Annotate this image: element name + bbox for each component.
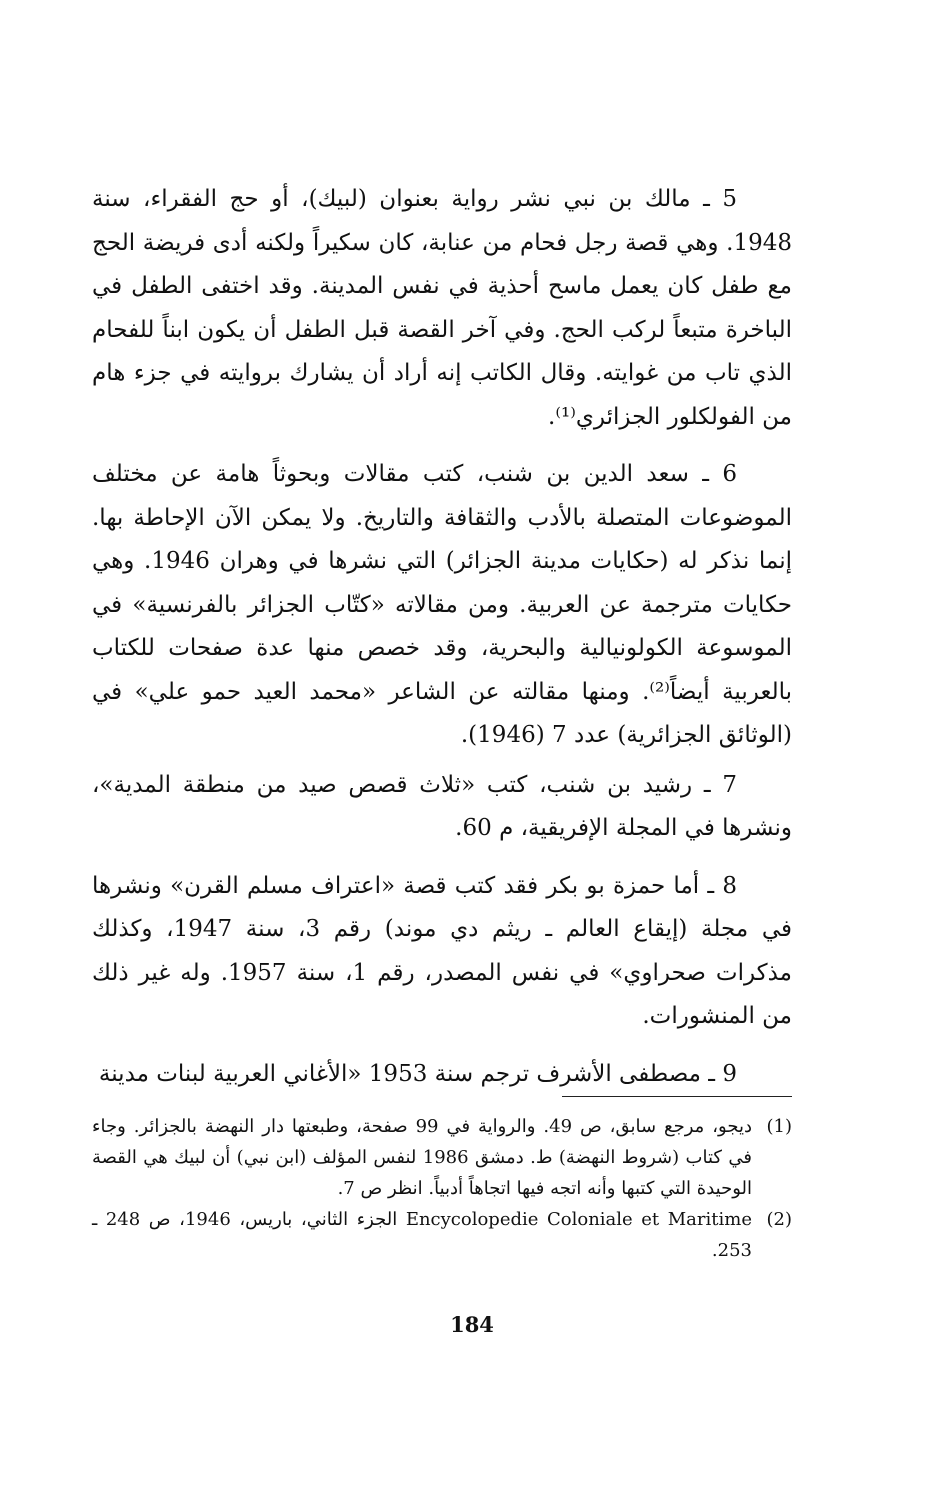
footnote-latin-title: Encycolopedie Coloniale et Maritime xyxy=(405,1209,752,1230)
page-number: 184 xyxy=(450,1312,494,1337)
footnote-text: ديجو، مرجع سابق، ص 49. والرواية في 99 صفحة، وطبعتها دار النهضة بالجزائر. وجاء في كتاب (شروط النهضة) ط. دمشق 1986 لنفس المؤلف (ابن نبي) أن لبيك هي القصة الوحيدة التي كتبها وأنه اتجه فيها اتجاهاً أدبياً. انظر ص 7. xyxy=(92,1116,752,1199)
paragraph-8: 8 ـ أما حمزة بو بكر فقد كتب قصة «اعتراف مسلم القرن» ونشرها في مجلة (إيقاع العالم ـ ريثم دي موند) رقم 3، سنة 1947، وكذلك مذكرات صحراوي» في نفس المصدر، رقم 1، سنة 1957. وله غير ذلك من المنشورات. xyxy=(92,872,793,1029)
paragraph-6: 6 ـ سعد الدين بن شنب، كتب مقالات وبحوثاً هامة عن مختلف الموضوعات المتصلة بالأدب والثقافة والتاريخ. ولا يمكن الآن الإحاطة بها. إنما نذكر له (حكايات مدينة الجزائر) التي نشرها في وهران 1946. وهي حكايات مترجمة عن العربية. ومن مقالاته «كتّاب الجزائر بالفرنسية» في الموسوعة الكولونيالية والبحرية، وقد خصص منها عدة صفحات للكتاب بالعربية أيضاً⁽²⁾. ومنها مقالته عن الشاعر «محمد العيد حمو علي» في (الوثائق الجزائرية) عدد 7 (1946). xyxy=(92,461,792,748)
paragraph-7: 7 ـ رشيد بن شنب، كتب «ثلاث قصص صيد من منطقة المدية»، ونشرها في المجلة الإفريقية، م 60. xyxy=(92,771,792,841)
footnote-2 xyxy=(92,1204,792,1266)
main-text xyxy=(92,178,792,1096)
footnote-number: (1) xyxy=(766,1116,792,1137)
footnote-number: (2) xyxy=(766,1209,792,1230)
footnote-text: الجزء الثاني، باريس، 1946، ص 248 ـ 253. xyxy=(92,1209,752,1261)
footnote-1 xyxy=(92,1111,792,1204)
footnote-separator xyxy=(562,1096,792,1097)
footnotes xyxy=(92,1111,792,1266)
paragraph-5: 5 ـ مالك بن نبي نشر رواية بعنوان (لبيك)، أو حج الفقراء، سنة 1948. وهي قصة رجل فحام من عنابة، كان سكيراً ولكنه أدى فريضة الحج مع طفل كان يعمل ماسح أحذية في نفس المدينة. وقد اختفى الطفل في الباخرة متبعاً لركب الحج. وفي آخر القصة قبل الطفل أن يكون ابناً للفحام الذي تاب من غوايته. وقال الكاتب إنه أراد أن يشارك بروايته في جزء هام من الفولكلور الجزائري⁽¹⁾. xyxy=(92,186,792,430)
paragraph-9: 9 ـ مصطفى الأشرف ترجم سنة 1953 «الأغاني العربية لبنات مدينة xyxy=(98,1060,737,1087)
